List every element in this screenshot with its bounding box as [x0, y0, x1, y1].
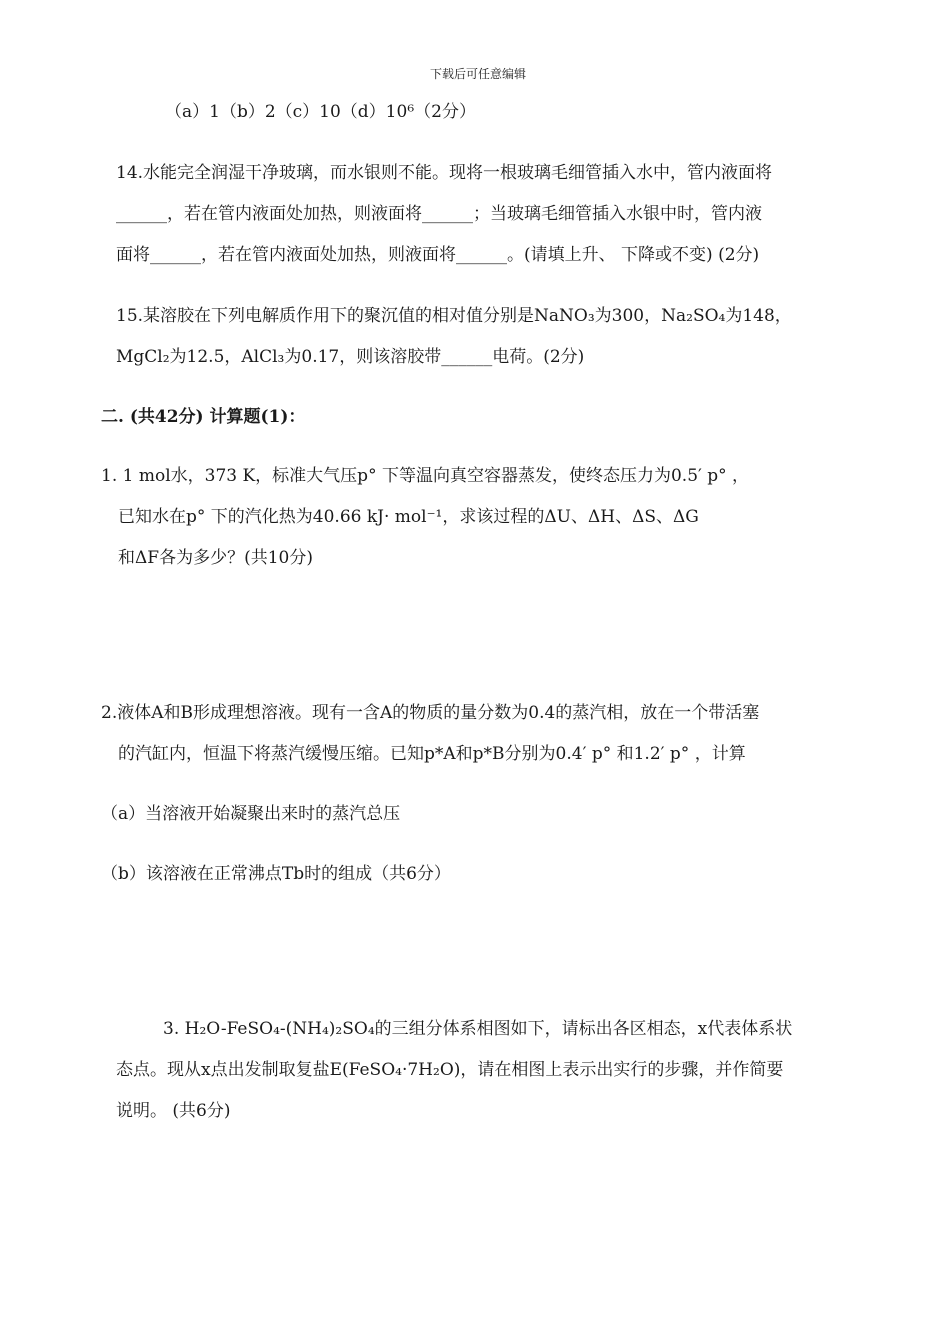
page-header: 下载后可任意编辑	[430, 67, 527, 81]
calc3-line-2: 态点。现从x点出发制取复盐E(FeSO₄·7H₂O)，请在相图上表示出实行的步骤，并作简要	[116, 1060, 784, 1080]
q15-line-1: 15.某溶胶在下列电解质作用下的聚沉值的相对值分别是NaNO₃为300，Na₂SO₄为148，	[116, 306, 792, 326]
calc3-line-1: 3. H₂O-FeSO₄-(NH₄)₂SO₄的三组分体系相图如下，请标出各区相态，x代表体系状	[163, 1019, 793, 1039]
q14-line-2: ______，若在管内液面处加热，则液面将______；当玻璃毛细管插入水银中时，管内液	[116, 204, 762, 224]
q15-line-2: MgCl₂为12.5，AlCl₃为0.17，则该溶胶带______电荷。(2分)	[116, 347, 585, 367]
calc2-line-2: 的汽缸内，恒温下将蒸汽缓慢压缩。已知p*A和p*B分别为0.4′ p° 和1.2′ p° ，计算	[118, 744, 746, 764]
section-heading: 二. (共42分) 计算题(1)：	[101, 407, 306, 427]
q13-options: （a）1（b）2（c）10（d）10⁶（2分）	[165, 102, 476, 122]
calc1-line-2: 已知水在p° 下的汽化热为40.66 kJ· mol⁻¹，求该过程的ΔU、ΔH、ΔS、ΔG	[118, 507, 699, 527]
q14-line-3: 面将______，若在管内液面处加热，则液面将______。(请填上升、 下降或不变) (2分)	[116, 245, 760, 265]
calc2-part-a: （a）当溶液开始凝聚出来时的蒸汽总压	[101, 804, 401, 824]
q14-line-1: 14.水能完全润湿干净玻璃，而水银则不能。现将一根玻璃毛细管插入水中，管内液面将	[116, 163, 773, 183]
calc2-line-1: 2.液体A和B形成理想溶液。现有一含A的物质的量分数为0.4的蒸汽相，放在一个带活塞	[101, 703, 760, 723]
calc3-line-3: 说明。 (共6分)	[116, 1101, 231, 1121]
calc2-part-b: （b）该溶液在正常沸点Tb时的组成（共6分）	[101, 864, 451, 884]
calc1-line-3: 和ΔF各为多少？(共10分)	[118, 548, 313, 568]
calc1-line-1: 1. 1 mol水，373 K，标准大气压p° 下等温向真空容器蒸发，使终态压力为0.5′ p° ，	[101, 466, 750, 486]
